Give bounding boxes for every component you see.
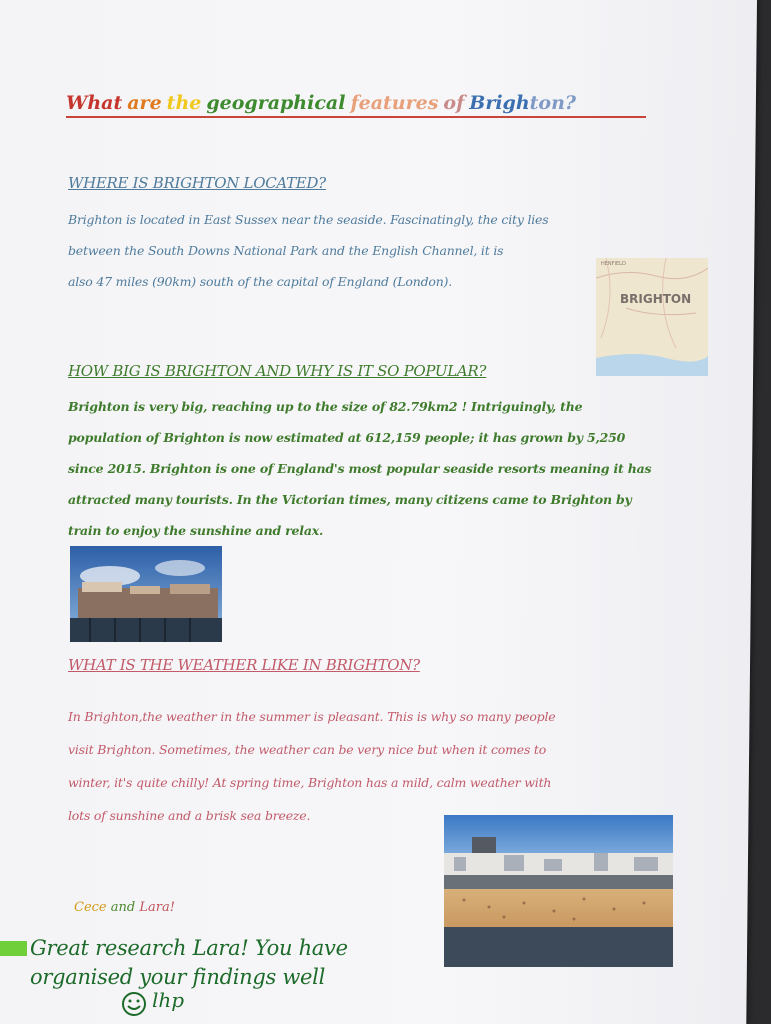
- teacher-initials: lhp: [152, 988, 185, 1012]
- text-line: Brighton is located in East Sussex near the seaside. Fascinatingly, the city lies: [68, 212, 549, 227]
- map-small-label: HENFIELD: [601, 261, 626, 267]
- title-word: What: [66, 92, 123, 114]
- text-line: visit Brighton. Sometimes, the weather can be very nice but when it comes to: [68, 742, 547, 757]
- smiley-face-icon: [120, 990, 148, 1018]
- text-line: Brighton is very big, reaching up to the size of 82.79km2 ! Intriguingly, the: [68, 399, 583, 414]
- title-word: of: [443, 92, 465, 114]
- brighton-beach-photo: [444, 815, 673, 967]
- text-line: also 47 miles (90km) south of the capital of England (London).: [68, 274, 453, 289]
- section-text-weather: [68, 700, 688, 832]
- teacher-comment-line: organised your findings well: [30, 965, 325, 989]
- student-signature: [74, 900, 175, 915]
- title-word: geographical: [206, 92, 346, 114]
- signature-name-1: Cece: [74, 900, 107, 915]
- section-heading-location: WHERE IS BRIGHTON LOCATED?: [68, 174, 326, 192]
- teacher-comment-line: Great research Lara! You have: [30, 936, 348, 960]
- brighton-pier-photo: [70, 546, 222, 642]
- text-line: population of Brighton is now estimated at 612,159 people; it has grown by 5,250: [68, 430, 626, 445]
- text-line: lots of sunshine and a brisk sea breeze.: [68, 808, 311, 823]
- title-word: Brigh: [469, 92, 530, 114]
- text-line: between the South Downs National Park and the English Channel, it is: [68, 243, 504, 258]
- section-text-size: [68, 391, 688, 546]
- text-line: train to enjoy the sunshine and relax.: [68, 523, 324, 538]
- section-heading-weather: WHAT IS THE WEATHER LIKE IN BRIGHTON?: [68, 656, 420, 674]
- map-label: BRIGHTON: [620, 292, 692, 306]
- section-text-location: [68, 204, 668, 297]
- section-heading-size: HOW BIG IS BRIGHTON AND WHY IS IT SO POPULAR?: [68, 362, 487, 380]
- text-line: attracted many tourists. In the Victorian times, many citizens came to Brighton by: [68, 492, 632, 507]
- title-word: ton?: [529, 92, 577, 114]
- title-word: the: [166, 92, 202, 114]
- green-highlight-marker: [0, 941, 27, 956]
- title-word: are: [127, 92, 162, 114]
- teacher-comment: [30, 934, 348, 992]
- title-word: features: [350, 92, 439, 114]
- text-line: since 2015. Brighton is one of England's most popular seaside resorts meaning it has: [68, 461, 652, 476]
- signature-and: and: [110, 900, 136, 915]
- text-line: winter, it's quite chilly! At spring time, Brighton has a mild, calm weather with: [68, 775, 552, 790]
- signature-name-2: Lara!: [139, 900, 175, 915]
- text-line: In Brighton,the weather in the summer is pleasant. This is why so many people: [68, 709, 556, 724]
- brighton-map-image: [596, 258, 708, 376]
- page-title: [66, 92, 646, 118]
